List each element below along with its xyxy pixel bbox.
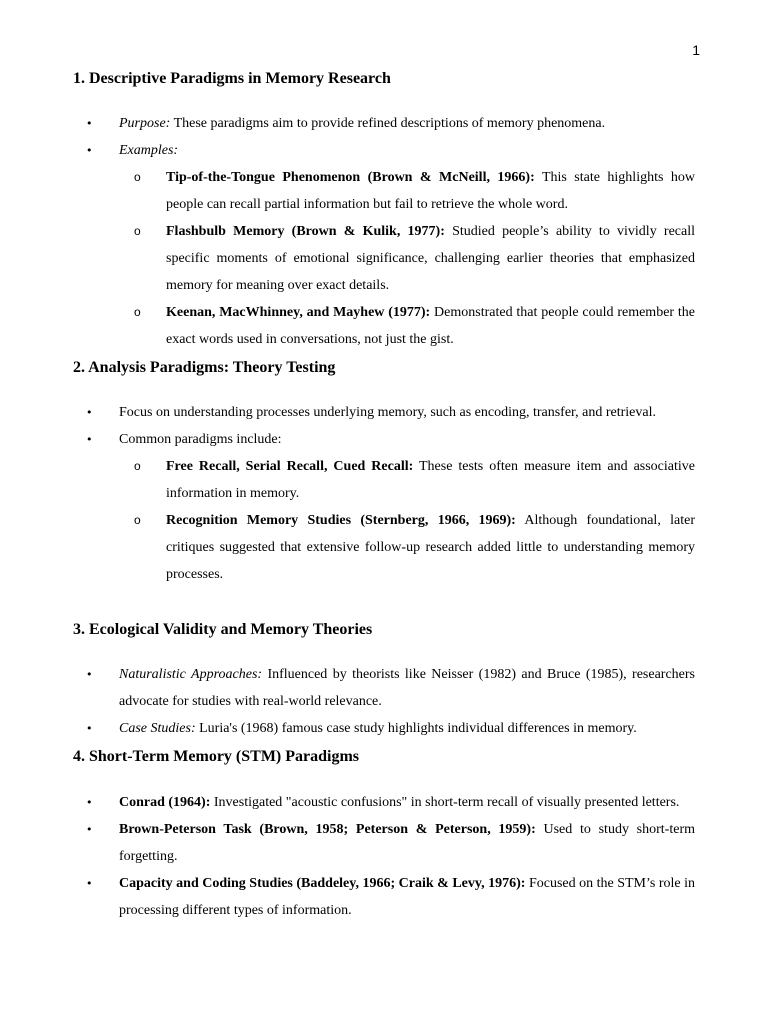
item-text: This state highlights how people can recall partial information but fail to retrieve the whole word. <box>166 170 695 212</box>
sub-list-item <box>0 453 768 507</box>
item-text: Focused on the STM’s role in processing different types of information. <box>119 876 695 918</box>
item-text: Demonstrated that people could remember the exact words used in conversations, not just the gist. <box>166 305 696 347</box>
section-heading-2: 2. Analysis Paradigms: Theory Testing <box>73 359 336 376</box>
item-text: Investigated "acoustic confusions" in short-term recall of visually presented letters. <box>210 795 680 810</box>
item-label: Tip-of-the-Tongue Phenomenon (Brown & McNeill, 1966): <box>166 170 535 185</box>
list-item <box>0 399 768 426</box>
list-item <box>0 789 768 816</box>
section-heading-4: 4. Short-Term Memory (STM) Paradigms <box>73 748 360 765</box>
bullet-icon: • <box>86 823 93 836</box>
bullet-icon: • <box>86 796 93 809</box>
item-text: Influenced by theorists like Neisser (1982) and Bruce (1985), researchers advocate for studies with real-world relevance. <box>119 667 695 709</box>
bullet-icon: • <box>86 406 93 419</box>
item-text: These paradigms aim to provide refined descriptions of memory phenomena. <box>170 116 606 131</box>
item-label: Purpose: <box>119 116 171 131</box>
list-item <box>0 816 768 870</box>
bullet-icon: • <box>86 668 93 681</box>
item-text: Luria's (1968) famous case study highlights individual differences in memory. <box>195 721 637 736</box>
list-item <box>0 110 768 137</box>
item-label: Naturalistic Approaches: <box>119 667 263 682</box>
item-label: Recognition Memory Studies (Sternberg, 1966, 1969): <box>166 513 516 528</box>
list-item <box>0 426 768 453</box>
list-item <box>0 661 768 715</box>
item-label: Keenan, MacWhinney, and Mayhew (1977): <box>166 305 431 320</box>
bullet-icon: • <box>86 722 93 735</box>
item-text: Although foundational, later critiques suggested that extensive follow-up research added little to understanding memory processes. <box>166 513 695 582</box>
sub-list-item <box>0 299 768 353</box>
item-text: Focus on understanding processes underlying memory, such as encoding, transfer, and retrieval. <box>119 405 656 420</box>
section-2-list <box>0 399 768 588</box>
item-text: Studied people’s ability to vividly recall specific moments of emotional significance, challenging earlier theories that emphasized memory for meaning over exact details. <box>166 224 695 293</box>
bullet-icon: • <box>86 433 93 446</box>
bullet-icon: • <box>86 144 93 157</box>
item-label: Conrad (1964): <box>119 795 211 810</box>
section-heading-1: 1. Descriptive Paradigms in Memory Research <box>73 70 391 87</box>
sub-bullet-icon: o <box>134 305 141 319</box>
sub-bullet-icon: o <box>134 224 141 238</box>
sub-list-item <box>0 507 768 588</box>
bullet-icon: • <box>86 117 93 130</box>
section-4-list <box>0 789 768 924</box>
item-label: Case Studies: <box>119 721 196 736</box>
item-label: Free Recall, Serial Recall, Cued Recall: <box>166 459 414 474</box>
section-heading-3: 3. Ecological Validity and Memory Theories <box>73 621 373 638</box>
item-text: These tests often measure item and associative information in memory. <box>166 459 695 501</box>
list-item <box>0 870 768 924</box>
item-label: Flashbulb Memory (Brown & Kulik, 1977): <box>166 224 445 239</box>
item-label: Examples: <box>119 143 179 158</box>
sub-list-item <box>0 218 768 299</box>
list-item <box>0 715 768 742</box>
sub-bullet-icon: o <box>134 170 141 184</box>
section-1-list <box>0 110 768 353</box>
item-label: Brown-Peterson Task (Brown, 1958; Peterson & Peterson, 1959): <box>119 822 536 837</box>
section-3-list <box>0 661 768 742</box>
item-label: Capacity and Coding Studies (Baddeley, 1966; Craik & Levy, 1976): <box>119 876 526 891</box>
sub-list-item <box>0 164 768 218</box>
sub-bullet-icon: o <box>134 513 141 527</box>
page-number: 1 <box>692 42 700 58</box>
bullet-icon: • <box>86 877 93 890</box>
item-text: Common paradigms include: <box>119 432 282 447</box>
item-text: Used to study short-term forgetting. <box>119 822 695 864</box>
list-item <box>0 137 768 164</box>
sub-bullet-icon: o <box>134 459 141 473</box>
